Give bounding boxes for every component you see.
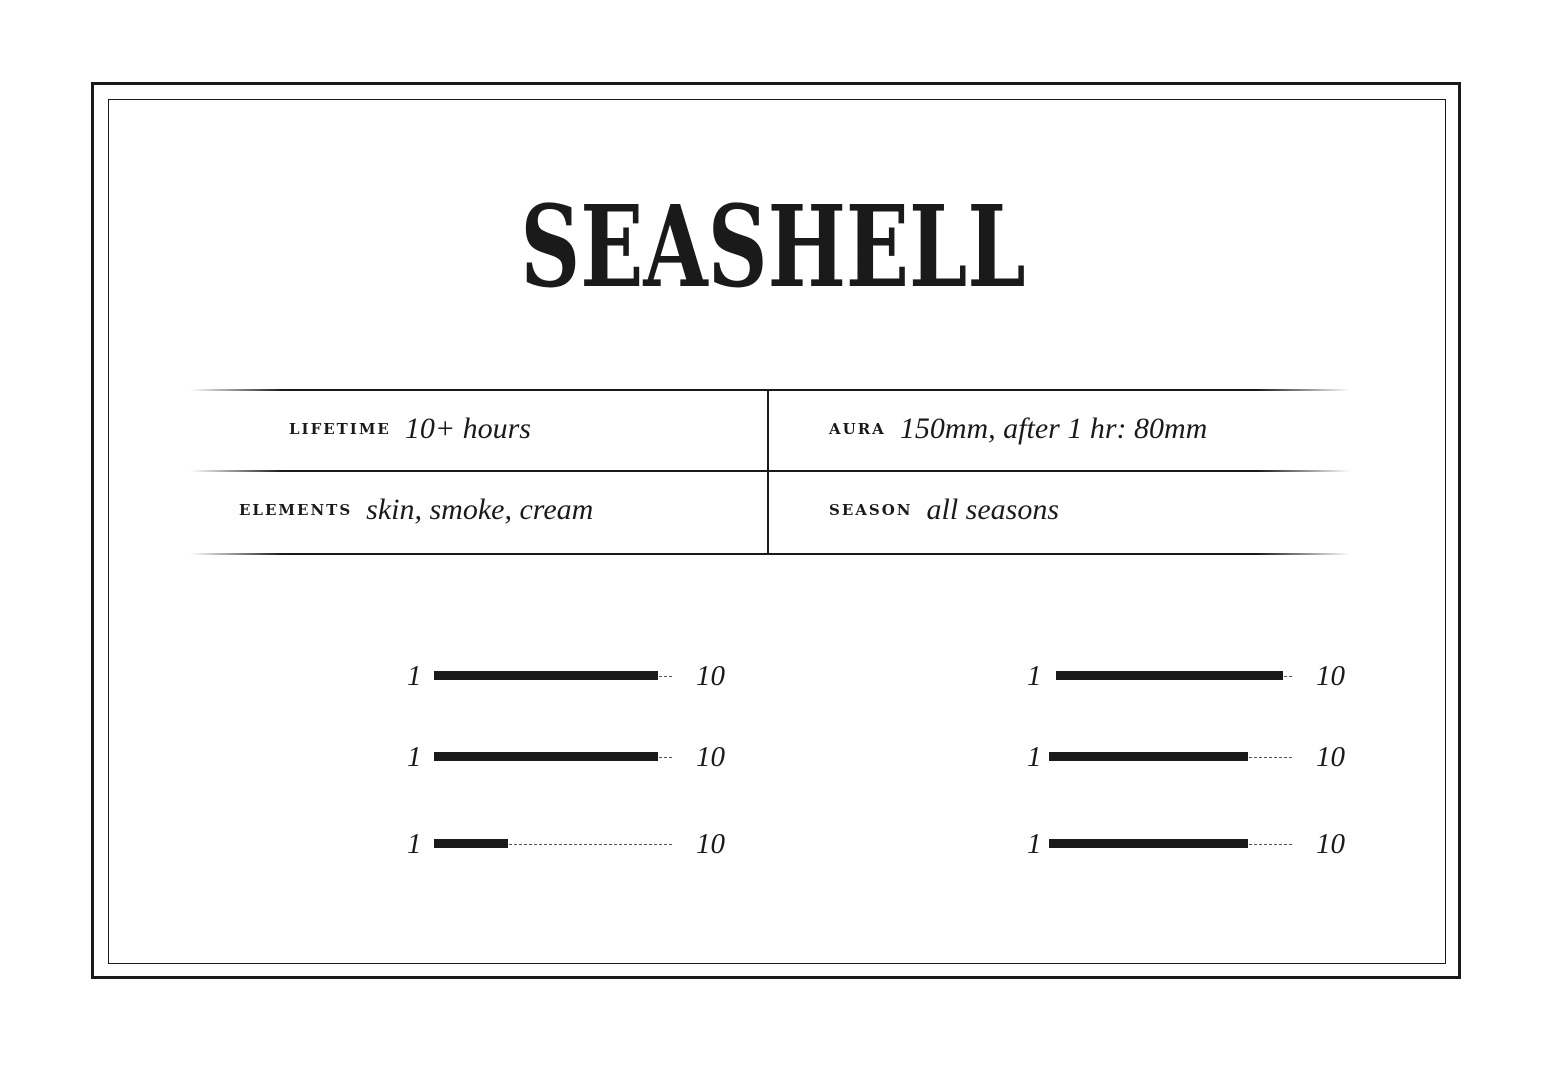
softness-track [1056, 676, 1292, 677]
darkness-bar [1049, 752, 1248, 761]
sweetness-track [434, 844, 672, 845]
softness-scale-max: 10 [1316, 660, 1345, 692]
strength-track [434, 757, 672, 758]
season-value: all seasons [926, 493, 1060, 526]
strength-scale-max: 10 [696, 741, 725, 773]
complexity-track [1049, 844, 1292, 845]
complexity-scale-min: 1 [1027, 828, 1042, 860]
divider-top [190, 389, 1350, 391]
info-elements [239, 493, 593, 527]
divider-vertical [767, 390, 769, 554]
elements-value: skin, smoke, cream [366, 493, 594, 526]
complexity-bar [1049, 839, 1248, 848]
lifetime-label: LIFETIME [289, 420, 391, 438]
warmth-track [434, 676, 672, 677]
sweetness-bar [434, 839, 508, 848]
softness-bar [1056, 671, 1283, 680]
info-aura [829, 412, 1207, 446]
aura-label: AURA [829, 420, 886, 438]
divider-bottom [190, 553, 1350, 555]
warmth-scale-min: 1 [407, 660, 422, 692]
divider-middle [190, 470, 1350, 472]
info-lifetime [289, 412, 531, 446]
aura-value: 150mm, after 1 hr: 80mm [899, 412, 1208, 445]
complexity-scale-max: 10 [1316, 828, 1345, 860]
strength-bar [434, 752, 658, 761]
season-label: SEASON [829, 501, 913, 519]
info-season [829, 493, 1059, 527]
page-title: SEASHELL [520, 182, 1026, 313]
elements-label: ELEMENTS [239, 501, 353, 519]
sweetness-scale-min: 1 [407, 828, 422, 860]
darkness-track [1049, 757, 1292, 758]
strength-scale-min: 1 [407, 741, 422, 773]
lifetime-value: 10+ hours [404, 412, 531, 445]
warmth-scale-max: 10 [696, 660, 725, 692]
darkness-scale-min: 1 [1027, 741, 1042, 773]
sweetness-scale-max: 10 [696, 828, 725, 860]
darkness-scale-max: 10 [1316, 741, 1345, 773]
softness-scale-min: 1 [1027, 660, 1042, 692]
warmth-bar [434, 671, 658, 680]
